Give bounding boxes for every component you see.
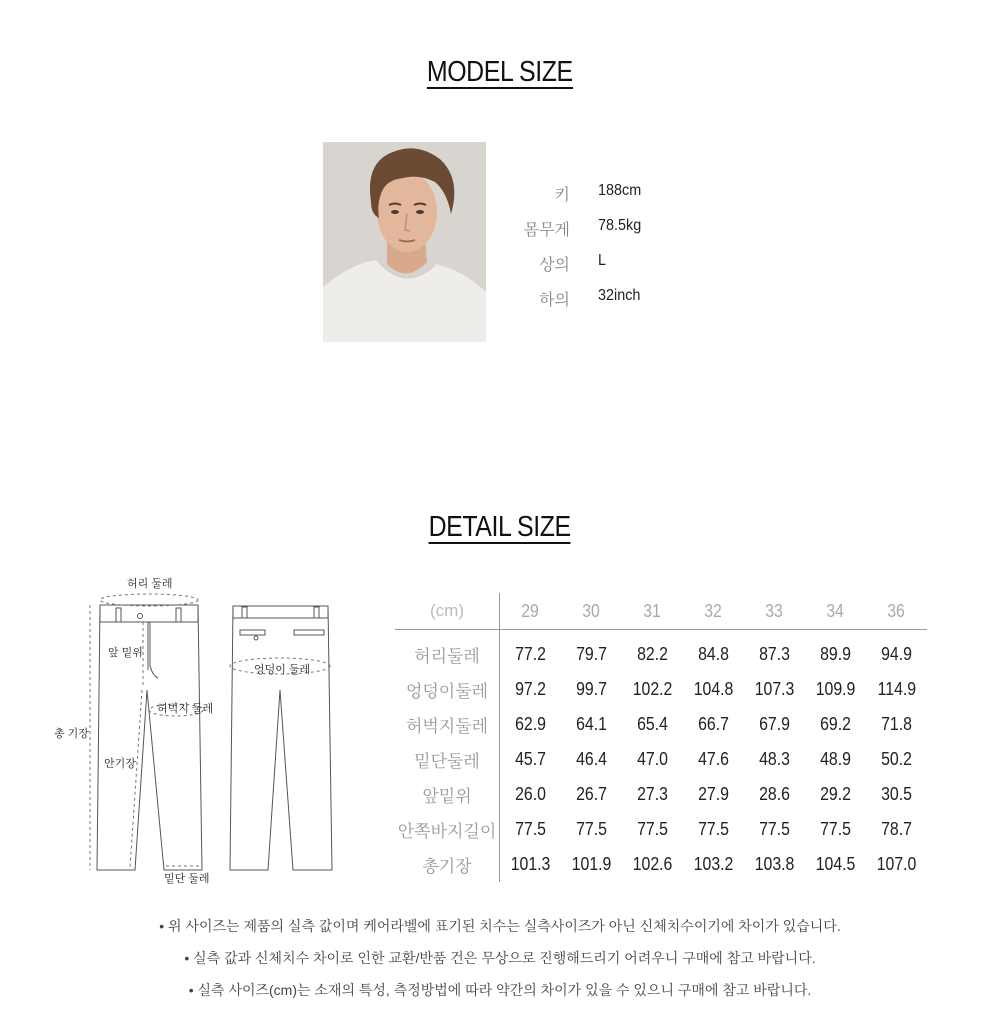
diagram-label-total-length: 총 기장 (54, 728, 89, 740)
row-label: 밑단둘레 (395, 742, 500, 777)
table-cell: 27.3 (637, 784, 668, 804)
diagram-label-front-rise: 앞 밑위 (108, 647, 143, 659)
note-line: • 위 사이즈는 제품의 실측 값이며 케어라벨에 표기된 치수는 실측사이즈가 아닌 신체치수이기에 차이가 있습니다. (159, 918, 841, 934)
note-line: • 실측 사이즈(cm)는 소재의 특성, 측정방법에 따라 약간의 차이가 있을 수 있으니 구매에 참고 바랍니다. (188, 982, 812, 998)
model-photo (323, 142, 486, 342)
row-label: 총기장 (395, 847, 500, 882)
table-cell: 77.5 (576, 819, 607, 839)
spec-label: 상의 (539, 257, 570, 274)
table-cell: 50.2 (881, 749, 912, 769)
table-cell: 27.9 (698, 784, 729, 804)
spec-value: 78.5kg (598, 217, 642, 234)
table-row (395, 742, 927, 777)
table-cell: 29.2 (820, 784, 851, 804)
table-row (395, 847, 927, 882)
table-cell: 46.4 (576, 749, 607, 769)
diagram-label-hem: 밑단 둘레 (164, 873, 210, 885)
table-cell: 101.3 (510, 854, 551, 874)
diagram-label-hip: 엉덩이 둘레 (254, 664, 311, 676)
note-line: • 실측 값과 신체치수 차이로 인한 교환/반품 건은 무상으로 진행해드리기 어려우니 구매에 참고 바랍니다. (184, 950, 816, 966)
table-cell: 109.9 (815, 679, 856, 699)
table-cell: 104.8 (693, 679, 734, 699)
table-cell: 87.3 (759, 644, 790, 664)
table-cell: 104.5 (815, 854, 856, 874)
spec-value: L (598, 252, 607, 269)
table-cell: 84.8 (698, 644, 729, 664)
table-cell: 77.5 (820, 819, 851, 839)
table-cell: 101.9 (571, 854, 612, 874)
size-header: 31 (622, 593, 683, 630)
diagram-label-inseam: 안기장 (104, 758, 136, 770)
table-cell: 30.5 (881, 784, 912, 804)
table-row (395, 672, 927, 707)
spec-top (500, 252, 700, 276)
table-cell: 28.6 (759, 784, 790, 804)
spec-weight (500, 217, 700, 241)
table-cell: 47.0 (637, 749, 668, 769)
row-label: 허리둘레 (395, 630, 500, 673)
spec-label: 키 (554, 187, 570, 204)
detail-size-title: DETAIL SIZE (428, 511, 572, 543)
pants-illustration (50, 570, 350, 890)
size-table (395, 593, 927, 882)
spec-label: 몸무게 (523, 222, 570, 239)
table-cell: 102.6 (632, 854, 673, 874)
size-header: 30 (561, 593, 622, 630)
table-cell: 69.2 (820, 714, 851, 734)
table-cell: 62.9 (515, 714, 546, 734)
table-cell: 77.5 (759, 819, 790, 839)
spec-value: 32inch (598, 287, 641, 304)
table-cell: 99.7 (576, 679, 607, 699)
row-label: 앞밑위 (395, 777, 500, 812)
table-cell: 82.2 (637, 644, 668, 664)
table-cell: 48.3 (759, 749, 790, 769)
table-cell: 94.9 (881, 644, 912, 664)
row-label: 엉덩이둘레 (395, 672, 500, 707)
table-cell: 114.9 (877, 679, 916, 699)
table-cell: 48.9 (820, 749, 851, 769)
table-cell: 103.2 (693, 854, 734, 874)
size-notes (0, 914, 1000, 1010)
diagram-label-thigh: 허벅지 둘레 (157, 703, 214, 715)
table-cell: 97.2 (515, 679, 546, 699)
row-label: 안쪽바지길이 (395, 812, 500, 847)
table-cell: 103.8 (754, 854, 795, 874)
table-cell: 45.7 (515, 749, 546, 769)
size-header: 36 (866, 593, 927, 630)
size-header-row (395, 593, 927, 630)
diagram-label-waist: 허리 둘레 (127, 578, 173, 590)
table-cell: 26.7 (576, 784, 607, 804)
pants-diagram (50, 570, 350, 890)
table-cell: 67.9 (759, 714, 790, 734)
table-cell: 64.1 (576, 714, 607, 734)
table-row (395, 630, 927, 673)
spec-label: 하의 (539, 292, 570, 309)
table-cell: 66.7 (698, 714, 729, 734)
table-cell: 71.8 (881, 714, 912, 734)
spec-bottom (500, 287, 700, 311)
size-header: 33 (744, 593, 805, 630)
spec-value: 188cm (598, 182, 642, 199)
table-cell: 26.0 (515, 784, 546, 804)
size-header: 34 (805, 593, 866, 630)
spec-height (500, 182, 700, 206)
table-cell: 102.2 (632, 679, 673, 699)
row-label: 허벅지둘레 (395, 707, 500, 742)
table-row (395, 777, 927, 812)
model-size-title: MODEL SIZE (427, 56, 573, 88)
table-cell: 107.0 (876, 854, 917, 874)
size-header: 32 (683, 593, 744, 630)
table-cell: 107.3 (754, 679, 795, 699)
table-cell: 89.9 (820, 644, 851, 664)
table-cell: 77.5 (515, 819, 546, 839)
table-cell: 65.4 (637, 714, 668, 734)
table-cell: 77.5 (637, 819, 668, 839)
table-row (395, 812, 927, 847)
table-cell: 79.7 (576, 644, 607, 664)
table-cell: 77.5 (698, 819, 729, 839)
table-cell: 47.6 (698, 749, 729, 769)
table-cell: 77.2 (515, 644, 546, 664)
table-cell: 78.7 (881, 819, 912, 839)
unit-label: (cm) (395, 593, 500, 630)
table-row (395, 707, 927, 742)
size-header: 29 (500, 593, 562, 630)
